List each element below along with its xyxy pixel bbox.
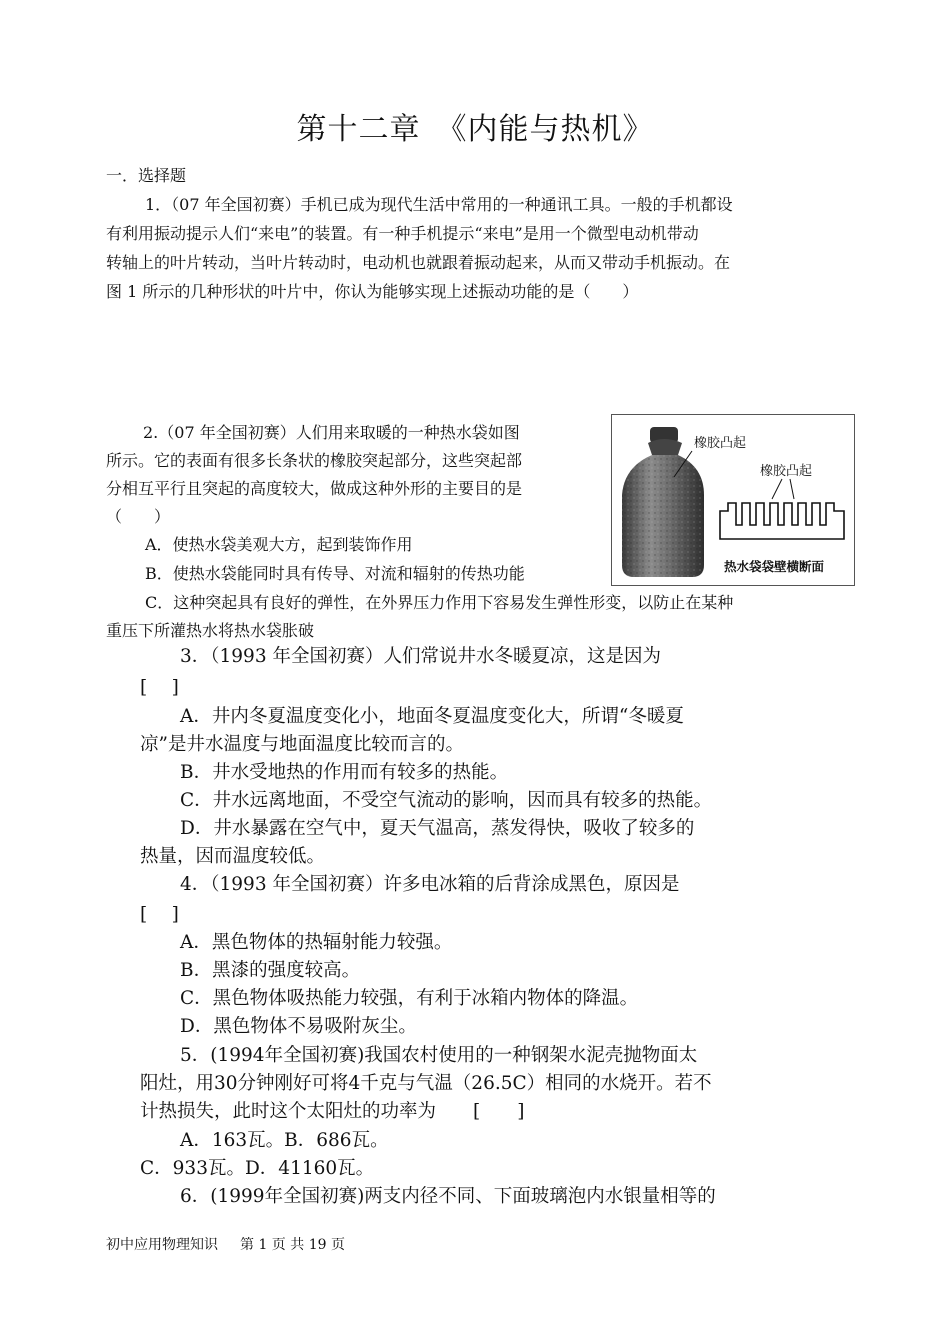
q2-option-c: C．这种突起具有良好的弹性，在外界压力作用下容易发生弹性形变，以防止在某种	[145, 593, 734, 612]
q3-bracket: [ ]	[140, 677, 179, 698]
figure-caption: 热水袋袋壁横断面	[724, 559, 825, 574]
q5-stem-cont: 计热损失，此时这个太阳灶的功率为 [ ]	[140, 1101, 525, 1122]
footer-title: 初中应用物理知识	[106, 1237, 218, 1253]
q5-options-cd: C．933瓦。D．41160瓦。	[140, 1158, 375, 1179]
q5-stem: 5．(1994年全国初赛)我国农村使用的一种钢架水泥壳抛物面太	[180, 1045, 698, 1066]
page-number: 第 1 页 共 19 页	[240, 1237, 345, 1253]
cross-section-profile	[720, 503, 844, 539]
q1-line: 图 1 所示的几种形状的叶片中，你认为能够实现上述振动功能的是（ ）	[106, 282, 639, 301]
q2-line: 分相互平行且突起的高度较大，做成这种外形的主要目的是	[106, 479, 523, 498]
page-footer	[106, 1234, 345, 1254]
q2-option-c-cont: 重压下所灌热水将热水袋胀破	[106, 621, 315, 640]
q1-line: 有利用振动提示人们“来电”的装置。有一种手机提示“来电”是用一个微型电动机带动	[106, 224, 699, 243]
q5-options-ab: A．163瓦。B．686瓦。	[180, 1130, 389, 1151]
bottle-cap	[648, 427, 682, 455]
q3-option-d: D．井水暴露在空气中，夏天气温高，蒸发得快，吸收了较多的	[180, 818, 695, 839]
q3-option-a: A．井内冬夏温度变化小，地面冬夏温度变化大，所谓“冬暖夏	[180, 706, 684, 727]
q3-option-d-cont: 热量，因而温度较低。	[140, 846, 326, 867]
q4-stem: 4．（1993 年全国初赛）许多电冰箱的后背涂成黑色，原因是	[180, 874, 680, 895]
chapter-title: 第十二章 《内能与热机》	[296, 112, 654, 147]
q3-option-c: C．井水远离地面，不受空气流动的影响，因而具有较多的热能。	[180, 790, 713, 811]
q5-stem-cont: 阳灶，用30分钟刚好可将4千克与气温（26.5C）相同的水烧开。若不	[140, 1073, 712, 1094]
q2-line: 所示。它的表面有很多长条状的橡胶突起部分，这些突起部	[106, 451, 523, 470]
q3-stem: 3．（1993 年全国初赛）人们常说井水冬暖夏凉，这是因为	[180, 646, 661, 667]
q1-line: 1．（07 年全国初赛）手机已成为现代生活中常用的一种通讯工具。一般的手机都设	[145, 195, 733, 214]
bottle-label: 橡胶凸起	[694, 436, 747, 451]
q1-line: 转轴上的叶片转动，当叶片转动时，电动机也就跟着振动起来，从而又带动手机振动。在	[106, 253, 731, 272]
q4-bracket: [ ]	[140, 904, 179, 925]
q2-option-b: B．使热水袋能同时具有传导、对流和辐射的传热功能	[145, 564, 525, 583]
q3-option-a-cont: 凉”是井水温度与地面温度比较而言的。	[140, 734, 464, 755]
q3-option-b: B．井水受地热的作用而有较多的热能。	[180, 762, 509, 783]
q4-option-d: D．黑色物体不易吸附灰尘。	[180, 1016, 417, 1037]
q2-option-a: A．使热水袋美观大方，起到装饰作用	[145, 535, 413, 554]
hot-water-bag-illustration	[612, 415, 854, 585]
q2-line: 2.（07 年全国初赛）人们用来取暖的一种热水袋如图	[143, 423, 520, 442]
section-heading: 一．选择题	[106, 166, 187, 185]
q2-line: （ ）	[106, 507, 171, 526]
q6-stem: 6．(1999年全国初赛)两支内径不同、下面玻璃泡内水银量相等的	[180, 1186, 716, 1207]
q4-option-b: B．黑漆的强度较高。	[180, 960, 361, 981]
q4-option-c: C．黑色物体吸热能力较强，有利于冰箱内物体的降温。	[180, 988, 639, 1009]
section-label: 橡胶凸起	[760, 464, 813, 479]
hot-water-bag-figure	[611, 414, 855, 586]
q4-option-a: A．黑色物体的热辐射能力较强。	[180, 932, 453, 953]
